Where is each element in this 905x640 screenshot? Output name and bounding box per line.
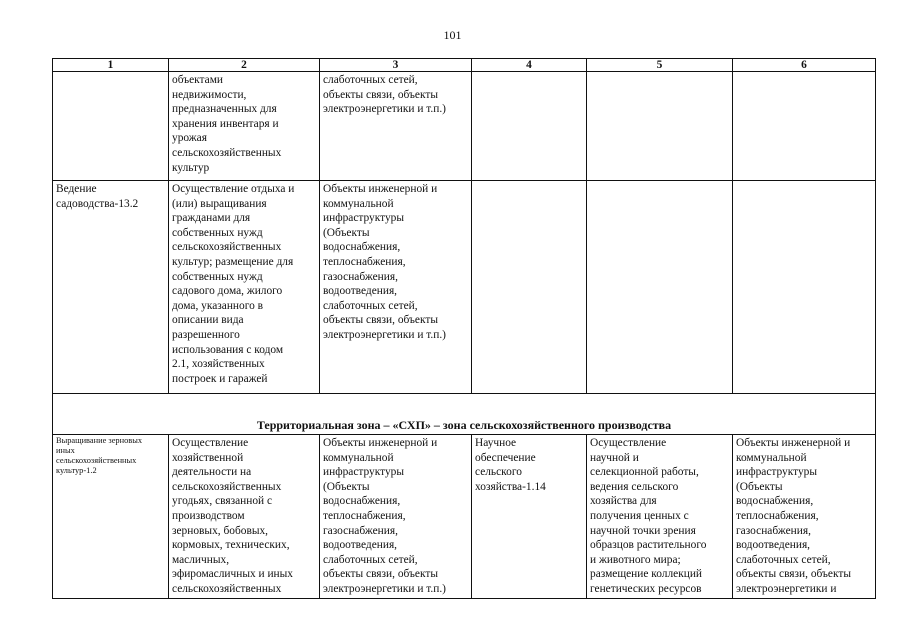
- conditional-use-cell: [472, 72, 587, 181]
- conditional-description-cell: Осуществление научной и селекционной работы, ведения сельского хозяйства для получения ценных с научной точки зрения образцов растительного и животного мира; размещение коллекций генетических ресурсов: [587, 435, 733, 599]
- permitted-objects-cell: Объекты инженерной и коммунальной инфраструктуры (Объекты водоснабжения, теплоснабжения, газоснабжения, водоотведения, слаботочных сетей, объекты связи, объекты электроэнергетики и т.п.): [320, 435, 472, 599]
- permitted-objects-cell: слаботочных сетей, объекты связи, объекты электроэнергетики и т.п.): [320, 72, 472, 181]
- use-type-cell: [53, 72, 169, 181]
- table-row: [53, 181, 876, 394]
- land-use-table: [52, 58, 876, 599]
- conditional-description-cell: [587, 72, 733, 181]
- conditional-objects-cell: Объекты инженерной и коммунальной инфраструктуры (Объекты водоснабжения, теплоснабжения, газоснабжения, водоотведения, слаботочных сетей, объекты связи, объекты электроэнергетики и: [733, 435, 876, 599]
- zone-heading-row: [53, 394, 876, 435]
- use-description-cell: Осуществление отдыха и (или) выращивания гражданами для собственных нужд сельскохозяйственных культур; размещение для собственных нужд садового дома, жилого дома, указанного в описании вида разрешенного использования с кодом 2.1, хозяйственных построек и гаражей: [169, 181, 320, 394]
- header-col-1: 1: [53, 59, 169, 72]
- conditional-description-cell: [587, 181, 733, 394]
- zone-title: Территориальная зона – «СХП» – зона сельскохозяйственного производства: [53, 394, 876, 435]
- header-col-4: 4: [472, 59, 587, 72]
- use-description-cell: объектами недвижимости, предназначенных для хранения инвентаря и урожая сельскохозяйственных культур: [169, 72, 320, 181]
- permitted-objects-cell: Объекты инженерной и коммунальной инфраструктуры (Объекты водоснабжения, теплоснабжения, газоснабжения, водоотведения, слаботочных сетей, объекты связи, объекты электроэнергетики и т.п.): [320, 181, 472, 394]
- page-number: 101: [443, 28, 462, 42]
- conditional-objects-cell: [733, 181, 876, 394]
- use-description-cell: Осуществление хозяйственной деятельности на сельскохозяйственных угодьях, связанной с производством зерновых, бобовых, кормовых, технических, масличных, эфиромасличных и иных сельскохозяйственных: [169, 435, 320, 599]
- header-row: [53, 59, 876, 72]
- use-type-cell: Ведение садоводства-13.2: [53, 181, 169, 394]
- conditional-objects-cell: [733, 72, 876, 181]
- header-col-6: 6: [733, 59, 876, 72]
- header-col-5: 5: [587, 59, 733, 72]
- table-row: [53, 435, 876, 599]
- table-row: [53, 72, 876, 181]
- use-type-cell: Выращивание зерновых иных сельскохозяйственных культур-1.2: [53, 435, 169, 599]
- conditional-use-cell: [472, 181, 587, 394]
- header-col-2: 2: [169, 59, 320, 72]
- header-col-3: 3: [320, 59, 472, 72]
- conditional-use-cell: Научное обеспечение сельского хозяйства-1.14: [472, 435, 587, 599]
